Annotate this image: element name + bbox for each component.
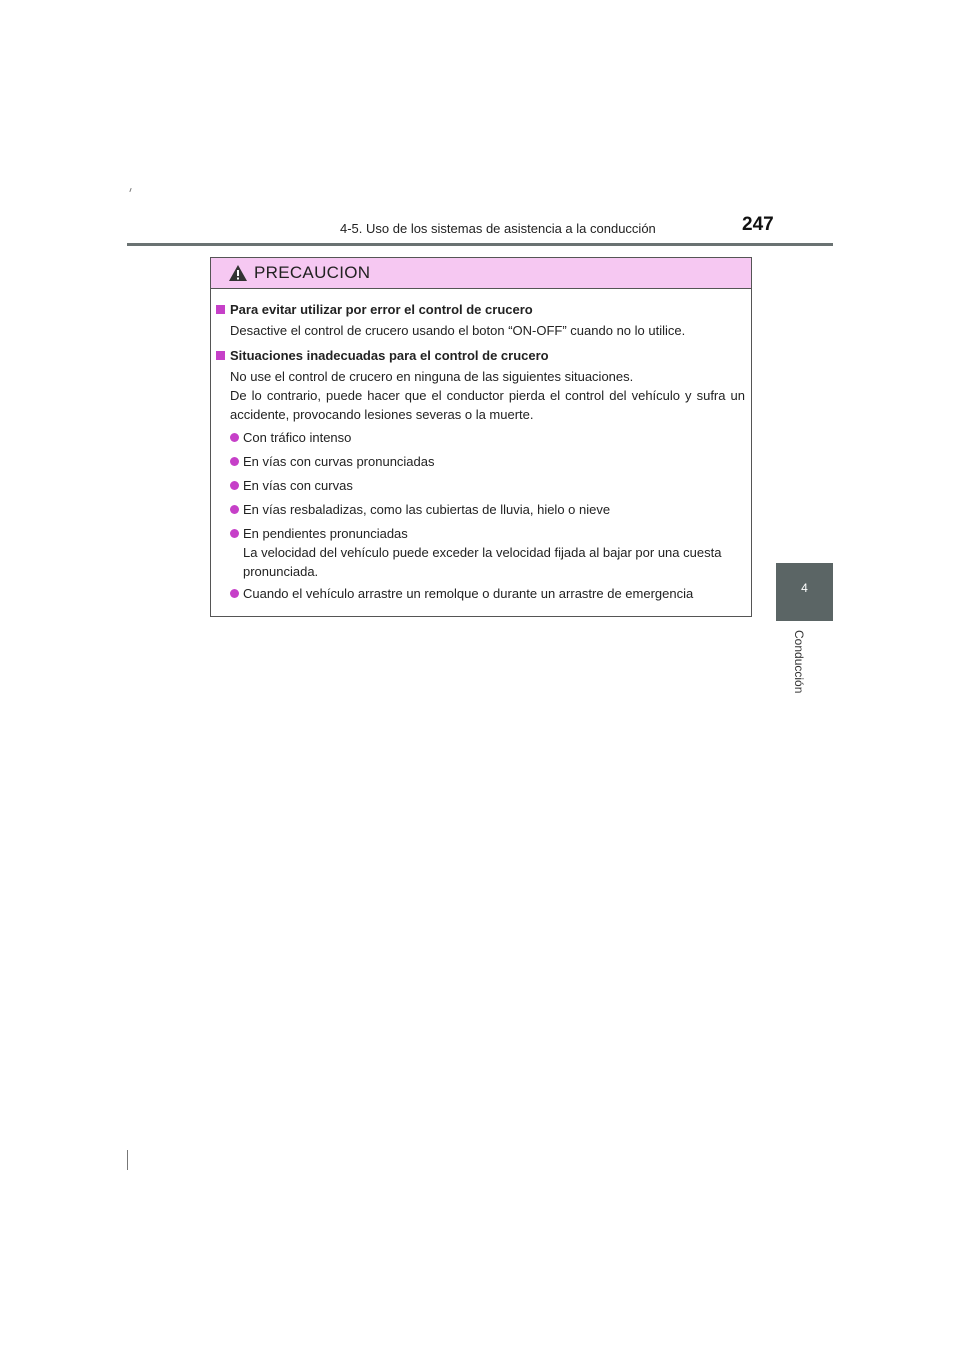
section-heading-text: Situaciones inadecuadas para el control de crucero <box>230 348 549 363</box>
chapter-number: 4 <box>801 581 808 595</box>
list-item <box>230 452 750 471</box>
section-heading <box>216 348 549 363</box>
list-item-text: Con tráfico intenso <box>243 430 352 445</box>
list-item-text: En pendientes pronunciadas <box>243 526 408 541</box>
section-heading <box>216 302 533 317</box>
round-bullet-icon <box>230 481 239 490</box>
list-item <box>230 428 750 447</box>
round-bullet-icon <box>230 457 239 466</box>
crop-mark <box>127 1150 128 1170</box>
list-item-text: En vías con curvas pronunciadas <box>243 454 435 469</box>
chapter-label-container <box>760 630 840 710</box>
list-item-detail: La velocidad del vehículo puede exceder la velocidad fijada al bajar por una cuesta pronunciada. <box>243 545 722 579</box>
section-header: 4-5. Uso de los sistemas de asistencia a la conducción <box>340 221 656 236</box>
square-bullet-icon <box>216 351 225 360</box>
section-paragraph: Desactive el control de crucero usando el boton “ON-OFF” cuando no lo utilice. <box>230 323 686 338</box>
list-item-text: En vías con curvas <box>243 478 353 493</box>
section-paragraph: De lo contrario, puede hacer que el conductor pierda el control del vehículo y sufra un accidente, provocando lesiones severas o la muerte. <box>230 388 745 422</box>
page-number: 247 <box>742 214 774 235</box>
list-item-text: Cuando el vehículo arrastre un remolque o durante un arrastre de emergencia <box>243 586 694 601</box>
list-item <box>230 524 750 581</box>
round-bullet-icon <box>230 529 239 538</box>
list-item <box>230 476 750 495</box>
caution-header <box>211 258 751 289</box>
square-bullet-icon <box>216 305 225 314</box>
chapter-label: Conducción <box>792 630 806 694</box>
round-bullet-icon <box>230 589 239 598</box>
chapter-tab[interactable] <box>776 563 833 621</box>
list-item <box>230 500 750 519</box>
section-heading-text: Para evitar utilizar por error el control de crucero <box>230 302 533 317</box>
header-divider <box>127 243 833 246</box>
list-item <box>230 584 750 603</box>
round-bullet-icon <box>230 433 239 442</box>
warning-triangle-icon <box>228 264 248 282</box>
round-bullet-icon <box>230 505 239 514</box>
caution-title: PRECAUCION <box>254 263 371 282</box>
crop-mark <box>129 188 131 192</box>
section-paragraph: No use el control de crucero en ninguna de las siguientes situaciones. <box>230 369 634 384</box>
list-item-text: En vías resbaladizas, como las cubiertas de lluvia, hielo o nieve <box>243 502 611 517</box>
caution-box <box>210 257 752 617</box>
